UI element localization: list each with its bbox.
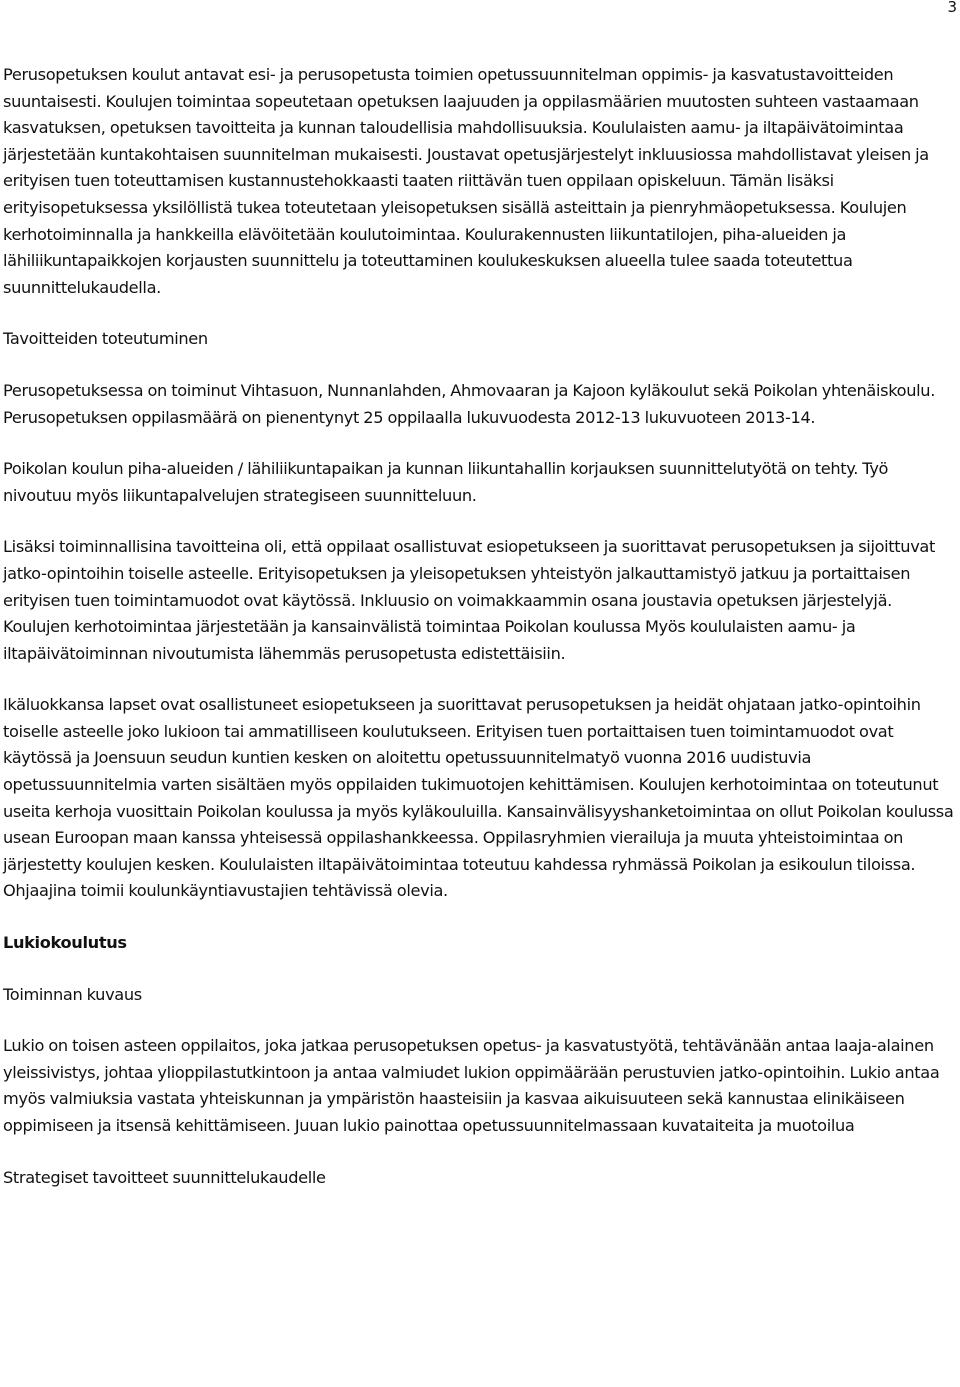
operational-goals-paragraph: Lisäksi toiminnallisina tavoitteina oli, että oppilaat osallistuvat esiopetukseen ja suorittavat perusopetuksen ja sijoittuvat jatko-opintoihin toiselle asteelle. Erityisopetuksen ja yleisopetuksen yhteistyön jalkauttamistyö jatkuu ja portaittaisen erityisen tuen toimintamuodot ovat käytössä. Inkluusio on voimakkaammin osana joustavia opetuksen järjestelyjä. Koulujen kerhotoimintaa järjestetään ja kansainvälistä toimintaa Poikolan koulussa Myös koululaisten aamu- ja iltapäivätoiminnan nivoutumista lähemmäs perusopetusta edistettäisiin. (3, 537, 935, 663)
playground-paragraph: Poikolan koulun piha-alueiden / lähiliikuntapaikan ja kunnan liikuntahallin korjauksen suunnittelutyötä on tehty. Työ nivoutuu myös liikuntapalvelujen strategiseen suunnitteluun. (3, 459, 889, 505)
page-number: 3 (947, 0, 957, 16)
schools-paragraph: Perusopetuksessa on toiminut Vihtasuon, Nunnanlahden, Ahmovaaran ja Kajoon kyläkoulut sekä Poikolan yhtenäiskoulu. Perusopetuksen oppilasmäärä on pienentynyt 25 oppilaalla lukuvuodesta 2012-13 lukuvuoteen 2013-14. (3, 380, 935, 427)
section-heading-lukiokoulutus: Lukiokoulutus (3, 933, 127, 953)
age-group-paragraph: Ikäluokkansa lapset ovat osallistuneet esiopetukseen ja suorittavat perusopetuksen ja heidät ohjataan jatko-opintoihin toiselle asteelle joko lukioon tai ammatilliseen koulutukseen. Erityisen tuen portaittaisen tuen toimintamuodot ovat käytössä ja Joensuun seudun kuntien kesken on aloitettu opetussuunnitelmatyö vuonna 2016 uudistuvia opetussuunnitelmia varten sisältäen myös oppilaiden tukimuotojen kehittämisen. Koulujen kerhotoimintaa on toteutunut useita kerhoja vuosittain Poikolan koulussa ja myös kyläkouluilla. Kansainvälisyyshanketoimintaa on ollut Poikolan koulussa usean Euroopan maan kanssa yhteisessä oppilashankkeessa. Oppilasryhmien vierailuja ja muuta yhteistoimintaa on järjestetty koulujen kesken. Koululaisten iltapäivätoimintaa toteutuu kahdessa ryhmässä Poikolan ja esikoulun tiloissa. Ohjaajina toimii koulunkäyntiavustajien tehtävissä olevia. (3, 695, 954, 901)
intro-paragraph: Perusopetuksen koulut antavat esi- ja perusopetusta toimien opetussuunnitelman oppimis- ja kasvatustavoitteiden suuntaisesti. Koulujen toimintaa sopeutetaan opetuksen laajuuden ja oppilasmäärien muutosten suhteen vastaamaan kasvatuksen, opetuksen tavoitteita ja kunnan taloudellisia mahdollisuuksia. Koululaisten aamu- ja iltapäivätoimintaa järjestetään kuntakohtaisen suunnitelman mukaisesti. Joustavat opetusjärjestelyt inkluusiossa mahdollistavat yleisen ja erityisen tuen toteuttamisen kustannustehokkaasti taaten riittävän tuen oppilaan opiskeluun. Tämän lisäksi erityisopetuksessa yksilöllistä tukea toteutetaan yleisopetuksen sisällä asteittain ja pienryhmäopetuksessa. Koulujen kerhotoiminnalla ja hankkeilla elävöitetään koulutoimintaa. Koulurakennusten liikuntatilojen, piha-alueiden ja lähiliikuntapaikkojen korjausten suunnittelu ja toteuttaminen koulukeskuksen alueella tulee saada toteutettua suunnittelukaudella. (3, 65, 929, 297)
lukio-description-paragraph: Lukio on toisen asteen oppilaitos, joka jatkaa perusopetuksen opetus- ja kasvatustyötä, tehtävänään antaa laaja-alainen yleissivistys, johtaa ylioppilastutkintoon ja antaa valmiudet lukion oppimäärään perustuvien jatko-opintoihin. Lukio antaa myös valmiuksia vastata yhteiskunnan ja ympäristön haasteisiin ja kasvaa aikuisuuteen sekä kannustaa elinikäiseen oppimiseen ja itsensä kehittämiseen. Juuan lukio painottaa opetussuunnitelmassaan kuvataiteita ja muotoilua (3, 1036, 940, 1135)
section-heading-tavoitteiden-toteutuminen: Tavoitteiden toteutuminen (3, 329, 208, 349)
subheading-strategiset-tavoitteet: Strategiset tavoitteet suunnittelukaudelle (3, 1167, 326, 1187)
document-body (3, 62, 958, 1191)
subheading-toiminnan-kuvaus: Toiminnan kuvaus (3, 984, 142, 1004)
